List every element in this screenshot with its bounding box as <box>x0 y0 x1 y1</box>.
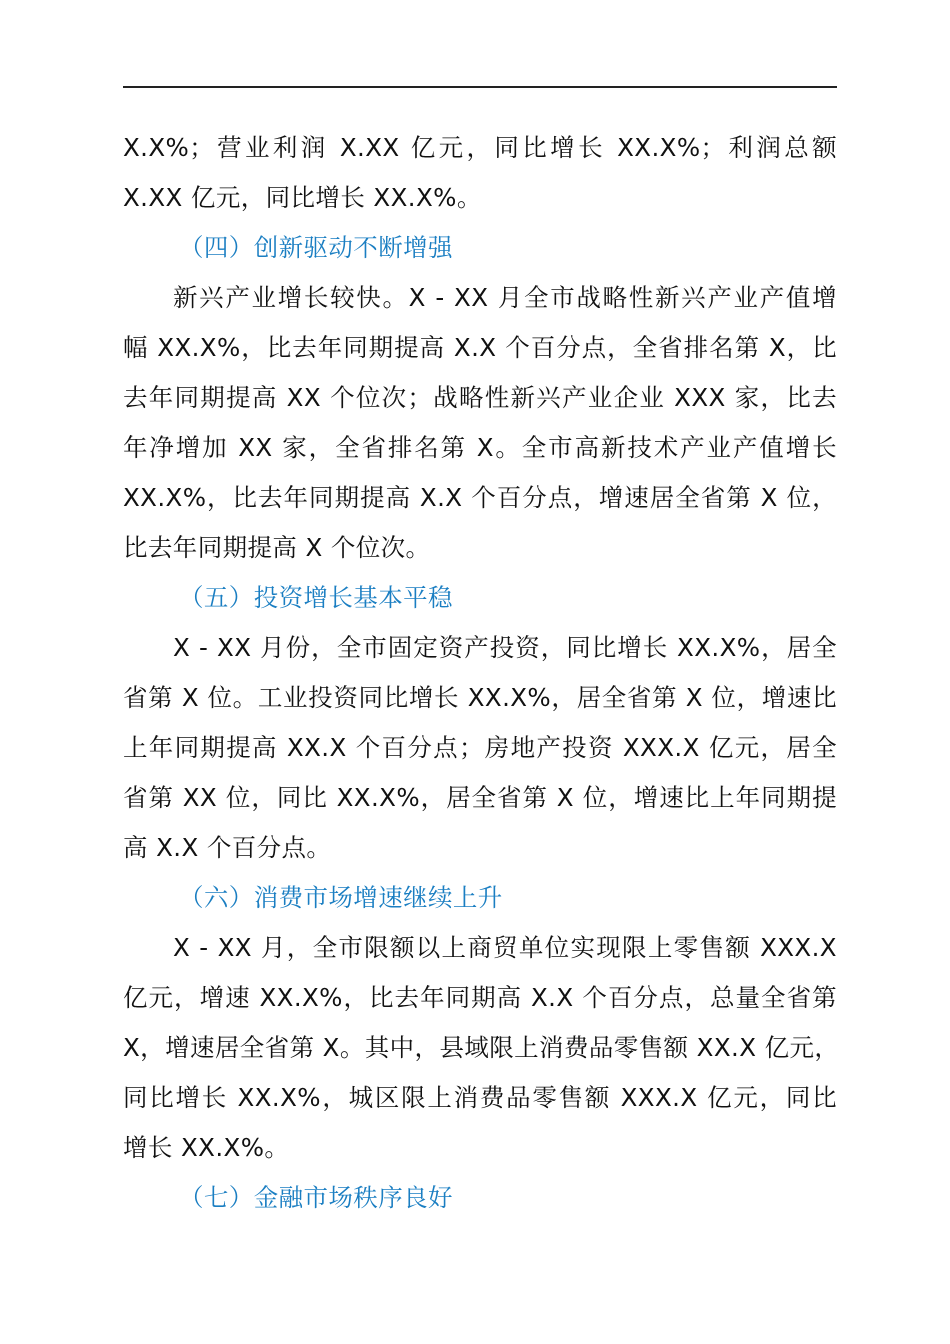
paragraph-line: 增长 XX.X%。 <box>123 1133 290 1162</box>
paragraph-line: 年净增加 XX 家，全省排名第 X。全市高新技术产业产值增长 <box>123 433 837 462</box>
section-heading-4: （四）创新驱动不断增强 <box>179 233 453 262</box>
paragraph-line: 比去年同期提高 X 个位次。 <box>123 533 431 562</box>
section-heading-5: （五）投资增长基本平稳 <box>179 583 453 612</box>
paragraph-line: X.X%；营业利润 X.XX 亿元，同比增长 XX.X%；利润总额 <box>123 133 837 162</box>
paragraph-line: XX.X%，比去年同期提高 X.X 个百分点，增速居全省第 X 位， <box>123 483 837 512</box>
paragraph-line: X，增速居全省第 X。其中，县域限上消费品零售额 XX.X 亿元， <box>123 1033 840 1062</box>
document-body <box>123 123 840 1223</box>
paragraph-line: 亿元，增速 XX.X%，比去年同期高 X.X 个百分点，总量全省第 <box>123 983 837 1012</box>
paragraph-line: 高 X.X 个百分点。 <box>123 833 332 862</box>
paragraph-line: X - XX 月，全市限额以上商贸单位实现限上零售额 XXX.X <box>173 933 837 962</box>
paragraph-line: 省第 X 位。工业投资同比增长 XX.X%，居全省第 X 位，增速比 <box>123 683 837 712</box>
paragraph-line: 省第 XX 位，同比 XX.X%，居全省第 X 位，增速比上年同期提 <box>123 783 837 812</box>
paragraph-line: X - XX 月份，全市固定资产投资，同比增长 XX.X%，居全 <box>173 633 837 662</box>
paragraph-line: 同比增长 XX.X%，城区限上消费品零售额 XXX.X 亿元，同比 <box>123 1083 837 1112</box>
paragraph-line: X.XX 亿元，同比增长 XX.X%。 <box>123 183 482 212</box>
section-heading-6: （六）消费市场增速继续上升 <box>179 883 503 912</box>
paragraph-line: 幅 XX.X%，比去年同期提高 X.X 个百分点，全省排名第 X，比 <box>123 333 837 362</box>
paragraph-line: 去年同期提高 XX 个位次；战略性新兴产业企业 XXX 家，比去 <box>123 383 837 412</box>
section-heading-7: （七）金融市场秩序良好 <box>179 1183 453 1212</box>
paragraph-line: 新兴产业增长较快。X - XX 月全市战略性新兴产业产值增 <box>173 283 837 312</box>
paragraph-line: 上年同期提高 XX.X 个百分点；房地产投资 XXX.X 亿元，居全 <box>123 733 837 762</box>
header-rule <box>123 86 837 88</box>
